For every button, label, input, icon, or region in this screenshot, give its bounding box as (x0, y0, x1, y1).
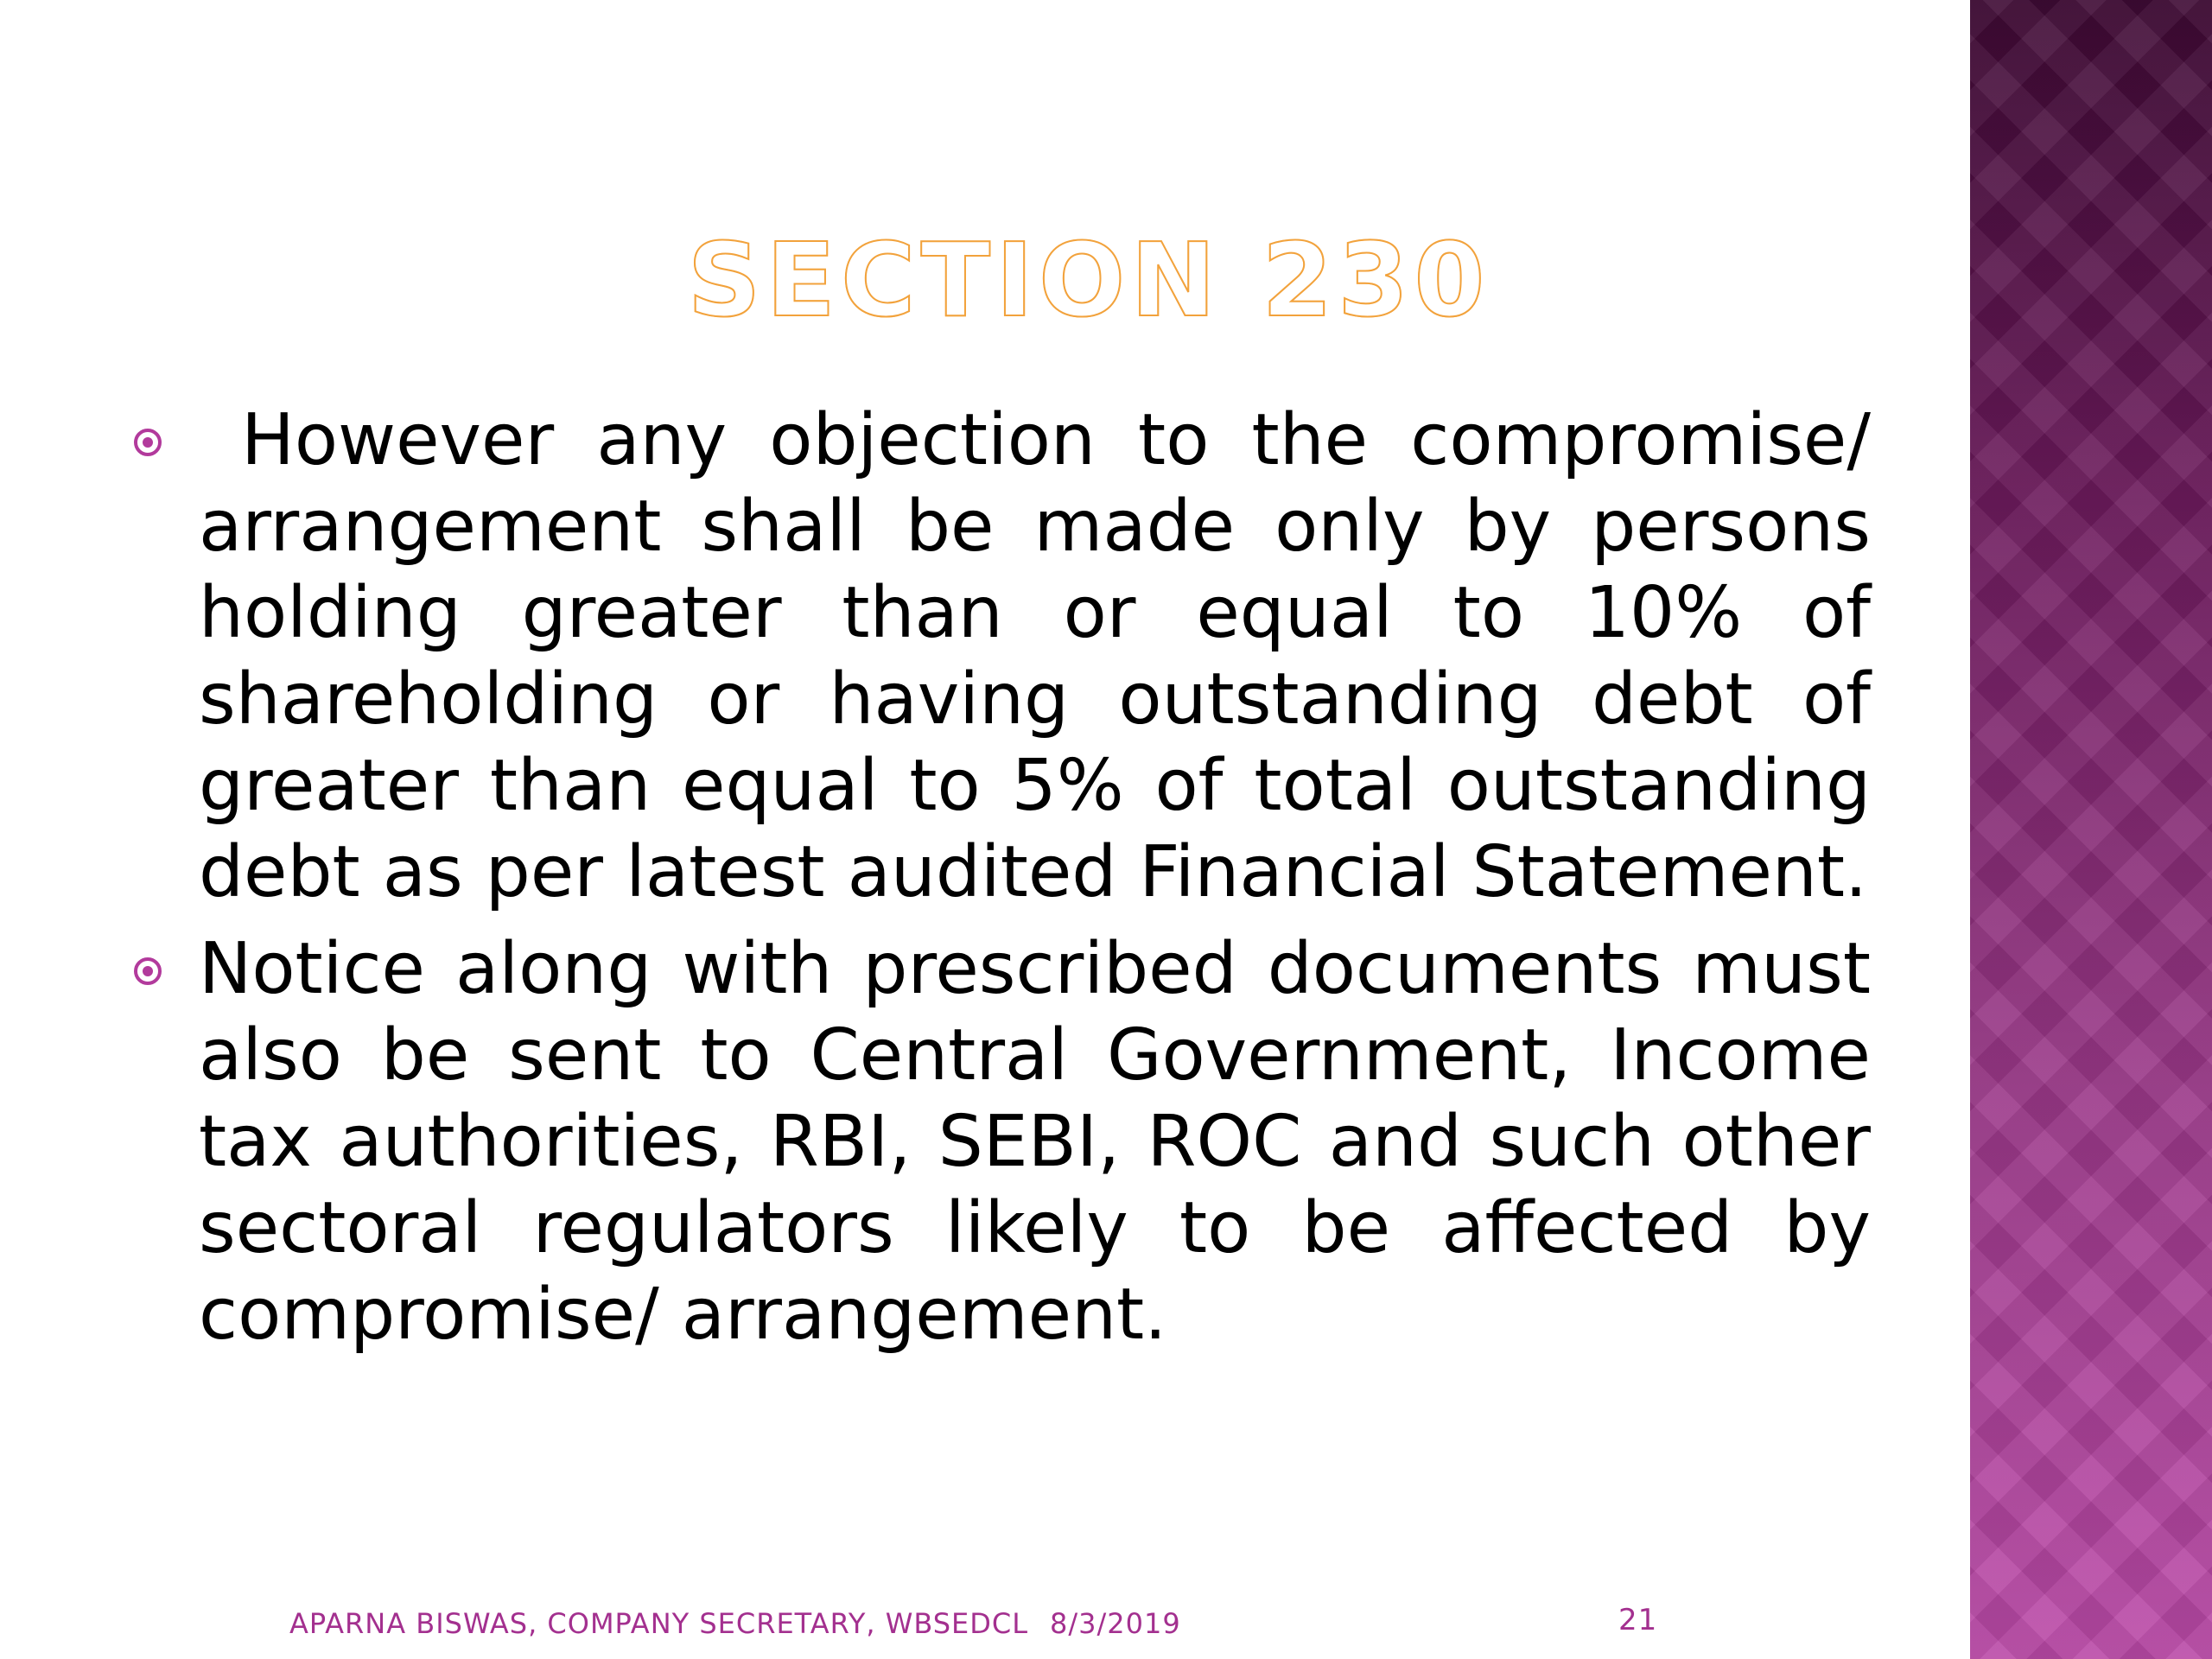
slide-number: 21 (1618, 1603, 1658, 1637)
bullet-text: Notice along with prescribed documents must also be sent to Central Government, Income tax authorities, RBI, SEBI, ROC and such other sectoral regulators likely to be affected by compromise/ arrangement. (199, 928, 1871, 1356)
bullet-list (134, 397, 1894, 1369)
decorative-side-panel (1970, 0, 2212, 1659)
bullet-item (134, 397, 1894, 916)
slide-title (0, 220, 1970, 340)
slide-title-text: SECTION 230 (687, 220, 1491, 340)
bullet-item (134, 926, 1871, 1358)
radio-dot-icon (134, 957, 162, 985)
bullet-text: However any objection to the compromise/ arrangement shall be made only by persons holding greater than or equal to 10% of shareholding or having outstanding debt of greater than equal to 5% of total outstanding debt as per latest audited Financial Statement. (199, 399, 1894, 913)
footer-date: 8/3/2019 (1050, 1607, 1181, 1640)
radio-dot-icon (134, 429, 162, 456)
footer-author: APARNA BISWAS, COMPANY SECRETARY, WBSEDCL (289, 1607, 1029, 1640)
